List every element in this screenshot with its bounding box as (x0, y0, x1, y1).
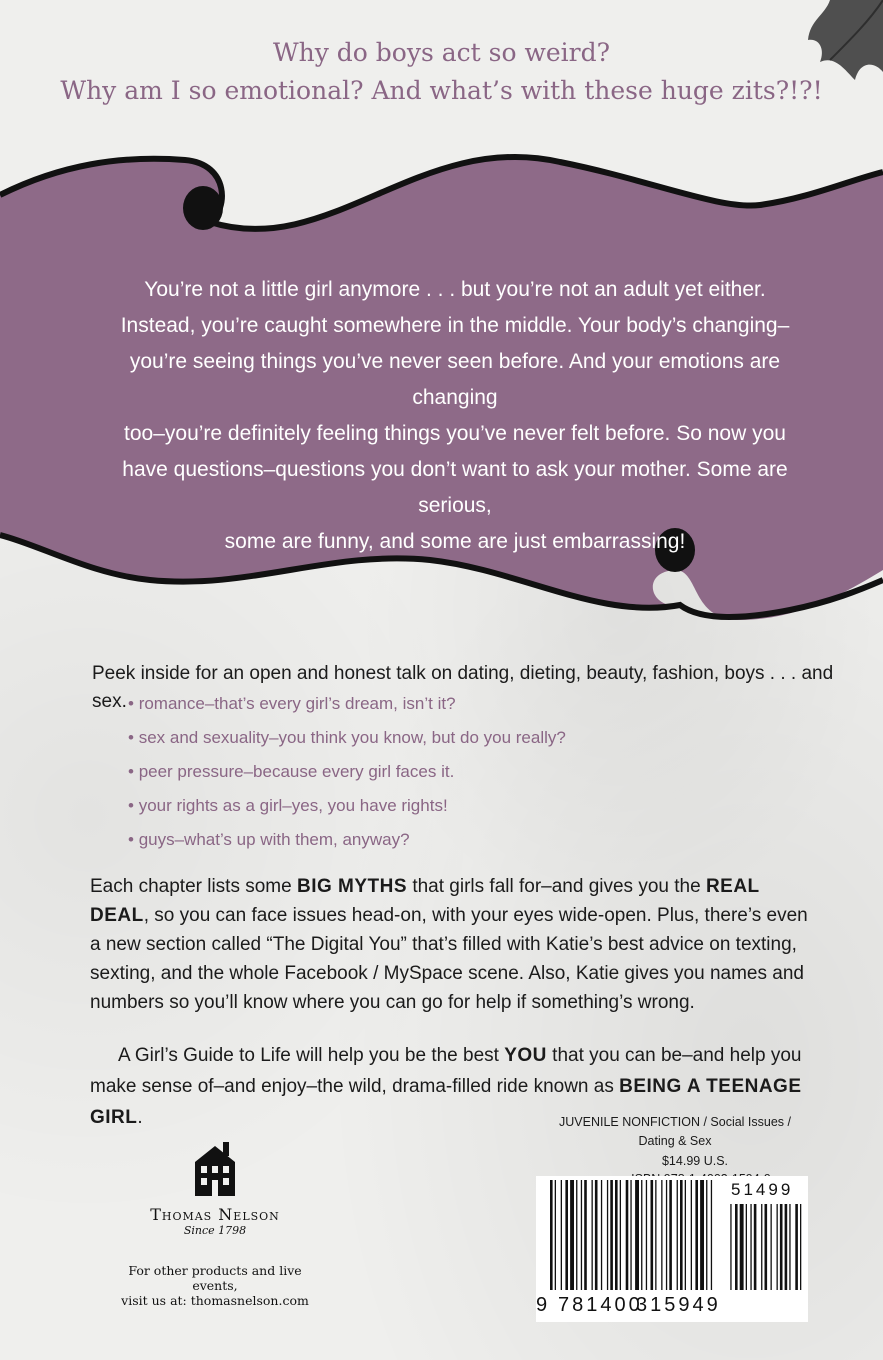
barcode-bar (795, 1204, 798, 1290)
barcode-bar (765, 1204, 768, 1290)
barcode-bar (750, 1204, 751, 1290)
barcode-bar (789, 1204, 790, 1290)
barcode-bar (646, 1180, 647, 1290)
publisher-name: Thomas Nelson (150, 1205, 280, 1224)
barcode-bar (740, 1204, 744, 1290)
barcode-bar (680, 1180, 683, 1290)
barcode-bar (555, 1180, 556, 1290)
emphasis-teenage-girl: BEING A TEENAGE GIRL (90, 1076, 802, 1128)
band-line: Instead, you’re caught somewhere in the middle. Your body’s changing– (120, 314, 790, 337)
barcode-price-code: 51499 (731, 1180, 794, 1199)
bullet-item: • sex and sexuality–you think you know, but do you really? (128, 726, 566, 760)
barcode-bar (620, 1180, 621, 1290)
band-line: have questions–questions you don’t want to ask your mother. Some are serious, (122, 458, 788, 517)
barcode-bar (615, 1180, 618, 1290)
intro-text: Peek inside for an open and honest talk on dating, dieting, beauty, fashion, boys . . . and sex. (92, 663, 834, 712)
band-line: You’re not a little girl anymore . . . but you’re not an adult yet either. (144, 278, 766, 301)
barcode-bar (595, 1180, 598, 1290)
barcode-digits-left: 781400 (558, 1294, 643, 1316)
barcode-bar (610, 1180, 613, 1290)
bullet-list (128, 692, 566, 862)
barcode-bar (685, 1180, 686, 1290)
paragraph-text: , so you can face issues head-on, with your eyes wide-open. Plus, there’s even a new section called “The Digital You” that’s filled with Katie’s best advice on texting, sexting, and the whole Facebook / MySpace scene. Also, Katie gives you names and numbers so you’ll know where you can go for help if something’s wrong. (90, 905, 808, 1013)
category-line-1: JUVENILE NONFICTION / Social Issues / (559, 1115, 791, 1129)
emphasis-big-myths: BIG MYTHS (296, 876, 408, 897)
paragraph-text: that girls fall for–and gives you the (407, 876, 706, 897)
publisher-tagline-1: For other products and live events, (128, 1263, 302, 1293)
category-line-2: Dating & Sex (638, 1134, 712, 1148)
bullet-item: • your rights as a girl–yes, you have rights! (128, 794, 566, 828)
barcode-bar (607, 1180, 608, 1290)
publisher-since: Since 1798 (183, 1224, 247, 1237)
price-label: $14.99 U.S. (661, 1154, 728, 1168)
emphasis-you: YOU (504, 1045, 547, 1066)
barcode-bar (655, 1180, 656, 1290)
barcode-bar (661, 1180, 662, 1290)
barcode-bar (576, 1180, 577, 1290)
band-text (120, 272, 790, 560)
barcode-bar (695, 1180, 698, 1290)
emphasis-real-deal: REAL DEAL (90, 876, 760, 926)
barcode-bar (706, 1180, 707, 1290)
barcode-bar (800, 1204, 801, 1290)
barcode-bar (630, 1180, 631, 1290)
paragraph-chapters (90, 872, 810, 1017)
band-line: some are funny, and some are just embarrassing! (224, 530, 686, 553)
paragraph-text: A Girl’s Guide to Life will help you be the best (118, 1045, 505, 1066)
barcode-bar (746, 1204, 747, 1290)
bullet-item: • guys–what’s up with them, anyway? (128, 828, 566, 862)
bullet-item: • romance–that’s every girl’s dream, isn’t it? (128, 692, 566, 726)
barcode-bar (666, 1180, 667, 1290)
paragraph-text: . (137, 1107, 143, 1128)
publisher-tagline-2: visit us at: thomasnelson.com (121, 1293, 309, 1308)
band-line: you’re seeing things you’ve never seen before. And your emotions are changing (129, 350, 781, 409)
band-line: too–you’re definitely feeling things you’ve never felt before. So now you (124, 422, 786, 445)
barcode-bar (581, 1180, 582, 1290)
barcode-bar (601, 1180, 602, 1290)
headline-line-1: Why do boys act so weird? (272, 38, 611, 67)
barcode-bar (711, 1180, 712, 1290)
barcode-bar (635, 1180, 639, 1290)
barcode-bar (691, 1180, 692, 1290)
barcode-bar (550, 1180, 553, 1290)
barcode-bar (730, 1204, 731, 1290)
publisher-block (110, 1140, 320, 1308)
barcode-bar (592, 1180, 593, 1290)
barcode-bar (780, 1204, 783, 1290)
barcode-bar (651, 1180, 654, 1290)
barcode-bar (761, 1204, 762, 1290)
barcode-bar (700, 1180, 704, 1290)
paragraph-text: Each chapter lists some (90, 876, 297, 897)
barcode-bar (771, 1204, 772, 1290)
barcode-bar (777, 1204, 778, 1290)
barcode-bar (735, 1204, 738, 1290)
barcode-digits-right: 315949 (636, 1294, 721, 1316)
barcode-bar (584, 1180, 587, 1290)
house-logo-icon (187, 1140, 243, 1198)
barcode-bar (785, 1204, 788, 1290)
barcode-bar (754, 1204, 757, 1290)
barcode-bar (626, 1180, 629, 1290)
barcode-bar (561, 1180, 562, 1290)
barcode-digit: 9 (536, 1294, 548, 1316)
isbn-barcode (536, 1176, 808, 1322)
paragraph-text: that you can be–and help you make sense of–and enjoy–the wild, drama-filled ride known as (90, 1045, 802, 1097)
barcode-bar (565, 1180, 568, 1290)
barcode-bar (669, 1180, 672, 1290)
barcode-bar (677, 1180, 678, 1290)
barcode-bar (641, 1180, 642, 1290)
headline-line-2: Why am I so emotional? And what’s with these huge zits?!?! (60, 76, 823, 105)
barcode-bar (570, 1180, 574, 1290)
bullet-item: • peer pressure–because every girl faces it. (128, 760, 566, 794)
